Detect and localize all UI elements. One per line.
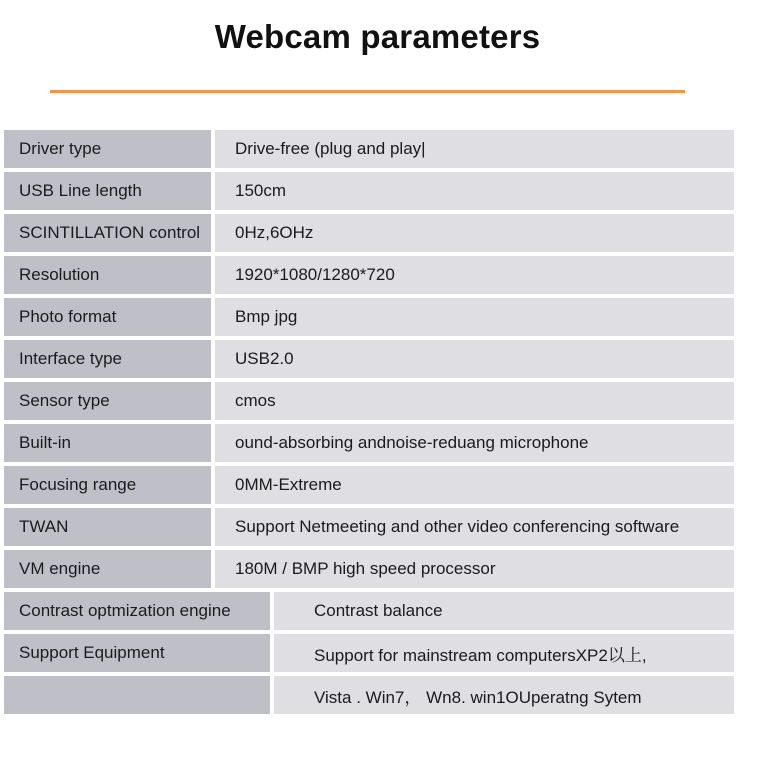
spec-row-usb-line-length xyxy=(4,172,734,210)
spec-label: Photo format xyxy=(4,298,211,336)
spec-row-interface-type xyxy=(4,340,734,378)
spec-row-contrast-optimization-engine xyxy=(4,592,734,630)
spec-row-photo-format xyxy=(4,298,734,336)
spec-value: ound-absorbing andnoise-reduang microphone xyxy=(215,424,734,462)
spec-row-driver-type xyxy=(4,130,734,168)
spec-value: Bmp jpg xyxy=(215,298,734,336)
spec-label: Sensor type xyxy=(4,382,211,420)
spec-value: 0MM-Extreme xyxy=(215,466,734,504)
spec-row-sensor-type xyxy=(4,382,734,420)
spec-label: Driver type xyxy=(4,130,211,168)
spec-label: USB Line length xyxy=(4,172,211,210)
spec-label: SCINTILLATION control xyxy=(4,214,211,252)
spec-value: Support Netmeeting and other video conferencing software xyxy=(215,508,734,546)
spec-value: 1920*1080/1280*720 xyxy=(215,256,734,294)
spec-row-support-equipment-continued xyxy=(4,676,734,714)
spec-value: cmos xyxy=(215,382,734,420)
spec-row-built-in xyxy=(4,424,734,462)
spec-value: 0Hz,6OHz xyxy=(215,214,734,252)
spec-label: Support Equipment xyxy=(4,634,270,672)
spec-label: Contrast optmization engine xyxy=(4,592,270,630)
spec-value: USB2.0 xyxy=(215,340,734,378)
spec-label xyxy=(4,676,270,714)
spec-row-focusing-range xyxy=(4,466,734,504)
spec-value: 180M / BMP high speed processor xyxy=(215,550,734,588)
spec-label: Resolution xyxy=(4,256,211,294)
spec-row-twan xyxy=(4,508,734,546)
spec-label: Interface type xyxy=(4,340,211,378)
spec-row-support-equipment xyxy=(4,634,734,672)
title-divider xyxy=(50,90,685,93)
spec-row-scintillation-control xyxy=(4,214,734,252)
spec-label: TWAN xyxy=(4,508,211,546)
page-title: Webcam parameters xyxy=(214,18,541,55)
spec-value: 150cm xyxy=(215,172,734,210)
spec-row-vm-engine xyxy=(4,550,734,588)
spec-label: Focusing range xyxy=(4,466,211,504)
spec-value: Contrast balance xyxy=(274,592,734,630)
spec-value: Support for mainstream computersXP2以上, xyxy=(274,634,734,672)
spec-label: VM engine xyxy=(4,550,211,588)
spec-value: Drive-free (plug and play| xyxy=(215,130,734,168)
spec-label: Built-in xyxy=(4,424,211,462)
spec-value: Vista . Win7， Wn8. win1OUperatng Sytem xyxy=(274,676,734,714)
spec-row-resolution xyxy=(4,256,734,294)
spec-table xyxy=(4,130,734,718)
